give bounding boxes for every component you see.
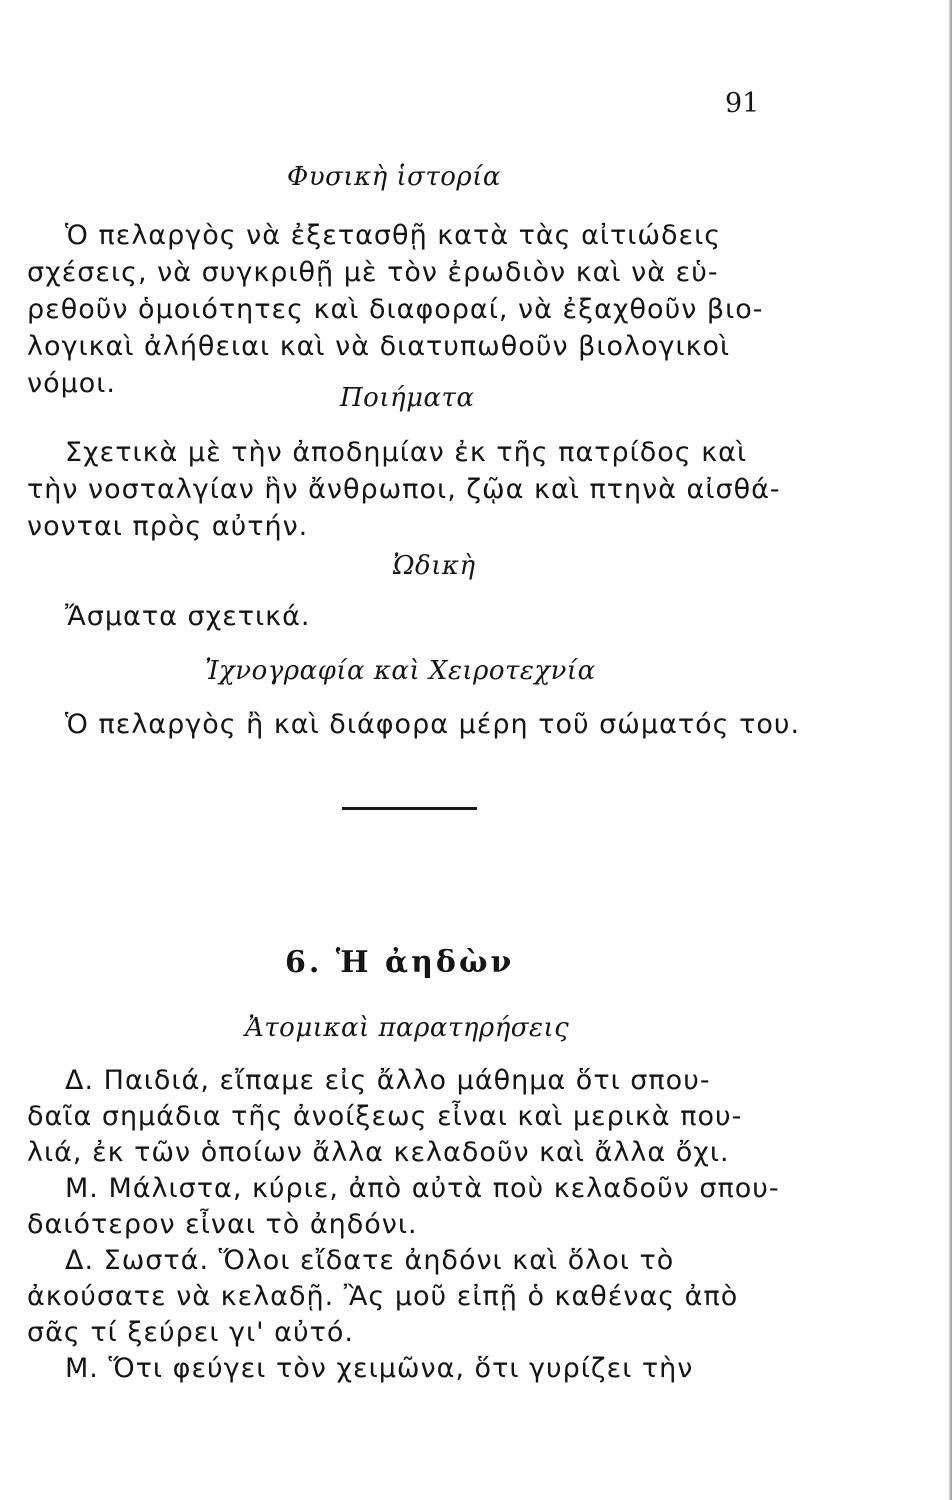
chapter-title: 6. Ἡ ἀηδὼν (285, 945, 515, 980)
paragraph-drawing-crafts (27, 706, 802, 743)
page-number: 91 (725, 88, 760, 119)
heading-poems: Ποιήματα (340, 383, 475, 413)
dialogue-text (27, 1063, 802, 1387)
text-line: ρεθοῦν ὁμοιότητες καὶ διαφοραί, νὰ ἐξαχθοῦν βιο- (27, 294, 764, 325)
heading-music: Ὠδικὴ (393, 551, 476, 581)
text-line: τὴν νοσταλγίαν ἣν ἄνθρωποι, ζῷα καὶ πτηνὰ αἰσθά- (27, 474, 781, 505)
page-edge-shadow (948, 0, 952, 1500)
text-line: Μ. Ὅτι φεύγει τὸν χειμῶνα, ὅτι γυρίζει τὴν (65, 1353, 694, 1384)
text-line: Μ. Μάλιστα, κύριε, ἀπὸ αὐτὰ ποὺ κελαδοῦν σπου- (65, 1173, 780, 1204)
text-line: λιά, ἐκ τῶν ὁποίων ἄλλα κελαδοῦν καὶ ἄλλα ὄχι. (27, 1137, 730, 1168)
text-line: νόμοι. (27, 368, 117, 399)
text-line: σᾶς τί ξεύρει γι' αὐτό. (27, 1317, 354, 1348)
text-line: δαῖα σημάδια τῆς ἀνοίξεως εἶναι καὶ μερικὰ που- (27, 1101, 743, 1132)
text-line: Ἄσματα σχετικά. (65, 601, 311, 632)
text-line: σχέσεις, νὰ συγκριθῇ μὲ τὸν ἐρωδιὸν καὶ νὰ εὑ- (27, 257, 719, 288)
paragraph-natural-history (27, 217, 802, 402)
text-line: νονται πρὸς αὐτήν. (27, 511, 309, 542)
heading-individual-observations: Ἀτομικαὶ παρατηρήσεις (245, 1013, 570, 1043)
paragraph-music (27, 598, 802, 635)
text-line: ἀκούσατε νὰ κελαδῇ. Ἂς μοῦ εἰπῇ ὁ καθένας ἀπὸ (27, 1281, 739, 1312)
text-line: Ὁ πελαργὸς ἢ καὶ διάφορα μέρη τοῦ σώματός του. (65, 709, 801, 740)
text-line: Δ. Σωστά. Ὅλοι εἴδατε ἀηδόνι καὶ ὅλοι τὸ (65, 1245, 675, 1276)
text-line: Σχετικὰ μὲ τὴν ἀποδημίαν ἐκ τῆς πατρίδος καὶ (65, 437, 748, 468)
paragraph-poems (27, 434, 802, 545)
heading-natural-history: Φυσικὴ ἱστορία (287, 162, 501, 192)
heading-drawing-crafts: Ἰχνογραφία καὶ Χειροτεχνία (205, 656, 596, 686)
section-divider (342, 807, 477, 810)
text-line: Ὁ πελαργὸς νὰ ἐξετασθῇ κατὰ τὰς αἰτιώδεις (65, 220, 722, 251)
text-line: λογικαὶ ἀλήθειαι καὶ νὰ διατυπωθοῦν βιολογικοὶ (27, 331, 731, 362)
text-line: Δ. Παιδιά, εἴπαμε εἰς ἄλλο μάθημα ὅτι σπου- (65, 1065, 711, 1096)
text-line: δαιότερον εἶναι τὸ ἀηδόνι. (27, 1209, 418, 1240)
